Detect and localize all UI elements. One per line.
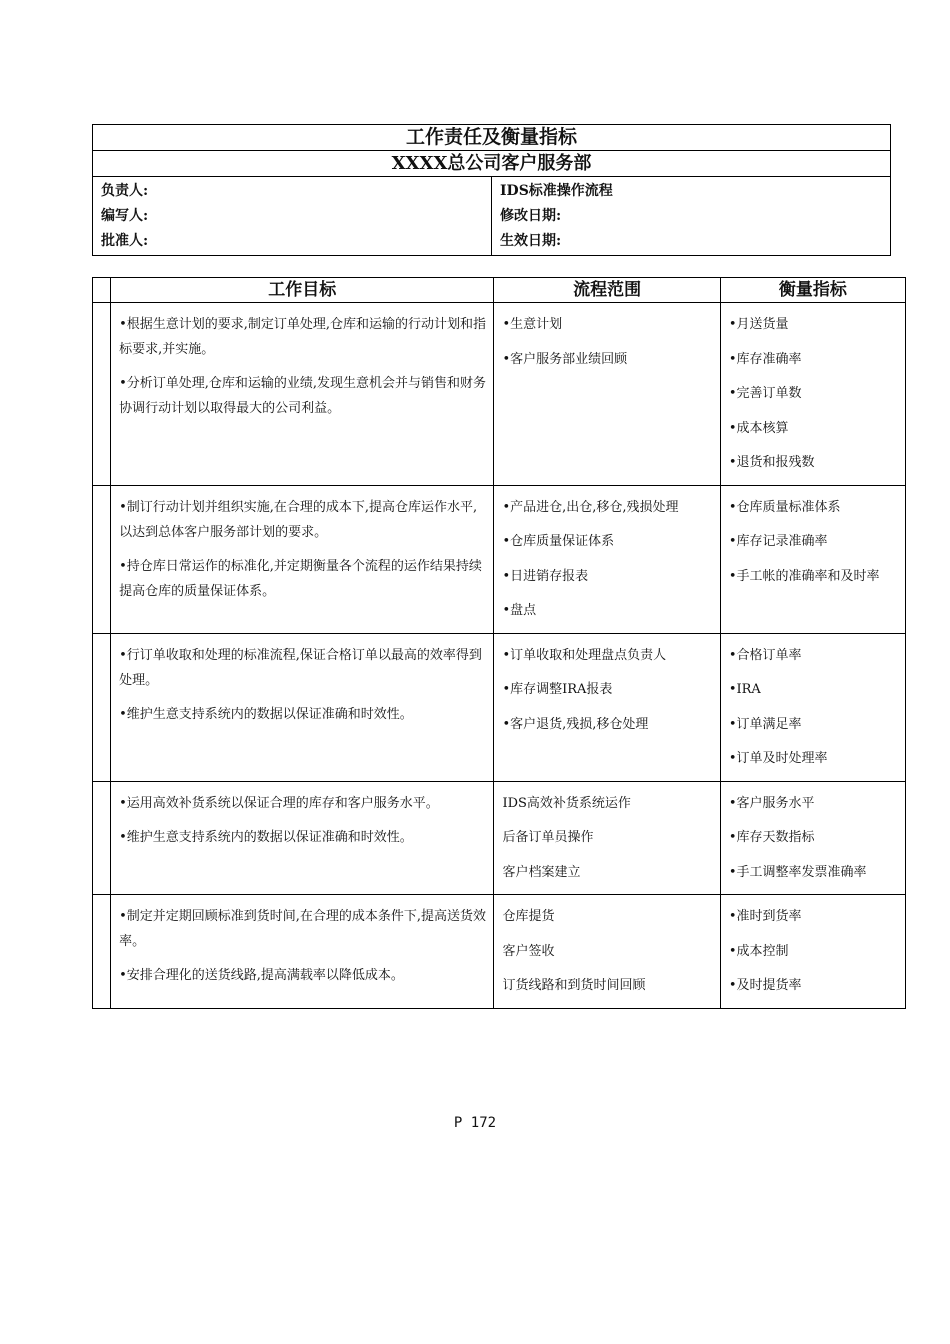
goal-cell — [111, 633, 494, 781]
document-title: 工作责任及衡量指标 — [93, 125, 891, 151]
process-item: •日进销存报表 — [502, 568, 589, 584]
metric-item: •手工帐的准确率和及时率 — [728, 568, 880, 584]
goal-item: •运用高效补货系统以保证合理的库存和客户服务水平。 — [119, 795, 439, 811]
goal-item: •安排合理化的送货线路,提高满载率以降低成本。 — [119, 968, 404, 983]
metric-item: •IRA — [728, 682, 761, 697]
metric-item: •完善订单数 — [728, 386, 802, 401]
goal-cell — [111, 303, 494, 486]
metric-item: •手工调整率发票准确率 — [728, 864, 867, 880]
row-index-cell — [93, 633, 111, 781]
row-index-cell — [93, 303, 111, 486]
table-row — [93, 781, 906, 895]
process-item: 后备订单员操作 — [502, 830, 594, 845]
metric-item: •库存天数指标 — [728, 830, 815, 845]
column-header-index — [93, 278, 111, 303]
process-cell — [494, 781, 720, 895]
metric-item: •订单及时处理率 — [728, 751, 828, 766]
header-table — [92, 124, 891, 256]
goal-item: •维护生意支持系统内的数据以保证准确和时效性。 — [119, 829, 413, 845]
goal-item: •维护生意支持系统内的数据以保证准确和时效性。 — [119, 706, 413, 722]
row-index-cell — [93, 781, 111, 895]
metric-item: •退货和报残数 — [728, 455, 815, 470]
metric-item: •月送货量 — [728, 317, 789, 332]
process-item: 客户签收 — [502, 943, 555, 959]
revision-date-label: 修改日期: — [500, 208, 562, 224]
writer-label: 编写人: — [101, 208, 149, 224]
metric-item: •及时提货率 — [728, 978, 802, 993]
metric-item: •成本核算 — [728, 420, 789, 436]
goal-item: •制定并定期回顾标准到货时间,在合理的成本条件下,提高送货效率。 — [119, 909, 487, 949]
process-item: 订货线路和到货时间回顾 — [502, 978, 646, 993]
header-left-cell — [93, 177, 492, 256]
table-header-row — [93, 278, 906, 303]
metric-item: •库存准确率 — [728, 351, 802, 367]
process-item: 仓库提货 — [502, 909, 555, 924]
responsible-label: 负责人: — [101, 183, 149, 199]
table-row — [93, 303, 906, 486]
process-item: •客户服务部业绩回顾 — [502, 351, 628, 367]
goal-cell — [111, 485, 494, 633]
process-item: IDS高效补货系统运作 — [502, 795, 631, 811]
process-item: •生意计划 — [502, 317, 563, 332]
process-item: 客户档案建立 — [502, 864, 581, 880]
responsibility-table — [92, 277, 906, 1009]
page-number: P 172 — [453, 1115, 497, 1131]
approver-label: 批准人: — [101, 233, 149, 249]
process-item: •产品进仓,出仓,移仓,残损处理 — [502, 499, 679, 515]
column-header-metrics: 衡量指标 — [720, 278, 905, 303]
column-header-process: 流程范围 — [494, 278, 720, 303]
metric-item: •订单满足率 — [728, 716, 802, 732]
goal-item: •持仓库日常运作的标准化,并定期衡量各个流程的运作结果持续提高仓库的质量保证体系。 — [119, 558, 482, 599]
goal-item: •根据生意计划的要求,制定订单处理,仓库和运输的行动计划和指标要求,并实施。 — [119, 317, 487, 357]
goal-item: •制订行动计划并组织实施,在合理的成本下,提高仓库运作水平,以达到总体客户服务部计划的要求。 — [119, 499, 478, 540]
process-item: •订单收取和处理盘点负责人 — [502, 647, 667, 663]
department-name: XXXX总公司客户服务部 — [93, 151, 891, 177]
goal-cell — [111, 781, 494, 895]
table-body — [93, 303, 906, 1009]
process-item: •库存调整IRA报表 — [502, 682, 613, 697]
goal-cell — [111, 895, 494, 1009]
metric-item: •成本控制 — [728, 943, 789, 959]
process-cell — [494, 303, 720, 486]
process-item: •仓库质量保证体系 — [502, 534, 615, 549]
process-item: •客户退货,残损,移仓处理 — [502, 716, 649, 732]
column-header-goals: 工作目标 — [111, 278, 494, 303]
metric-item: •客户服务水平 — [728, 795, 815, 811]
metric-cell — [720, 485, 905, 633]
metric-item: •合格订单率 — [728, 647, 802, 663]
process-cell — [494, 895, 720, 1009]
metric-item: •库存记录准确率 — [728, 534, 828, 549]
metric-cell — [720, 633, 905, 781]
table-row — [93, 895, 906, 1009]
metric-cell — [720, 781, 905, 895]
metric-cell — [720, 303, 905, 486]
goal-item: •分析订单处理,仓库和运输的业绩,发现生意机会并与销售和财务协调行动计划以取得最大的公司利益。 — [119, 376, 487, 416]
row-index-cell — [93, 485, 111, 633]
effective-date-label: 生效日期: — [500, 233, 562, 249]
metric-cell — [720, 895, 905, 1009]
process-cell — [494, 633, 720, 781]
process-cell — [494, 485, 720, 633]
goal-item: •行订单收取和处理的标准流程,保证合格订单以最高的效率得到处理。 — [119, 647, 482, 688]
header-right-cell — [492, 177, 891, 256]
process-item: •盘点 — [502, 603, 537, 618]
sop-label: IDS标准操作流程 — [500, 183, 613, 199]
metric-item: •准时到货率 — [728, 909, 802, 924]
metric-item: •仓库质量标准体系 — [728, 499, 841, 515]
table-row — [93, 633, 906, 781]
table-row — [93, 485, 906, 633]
row-index-cell — [93, 895, 111, 1009]
